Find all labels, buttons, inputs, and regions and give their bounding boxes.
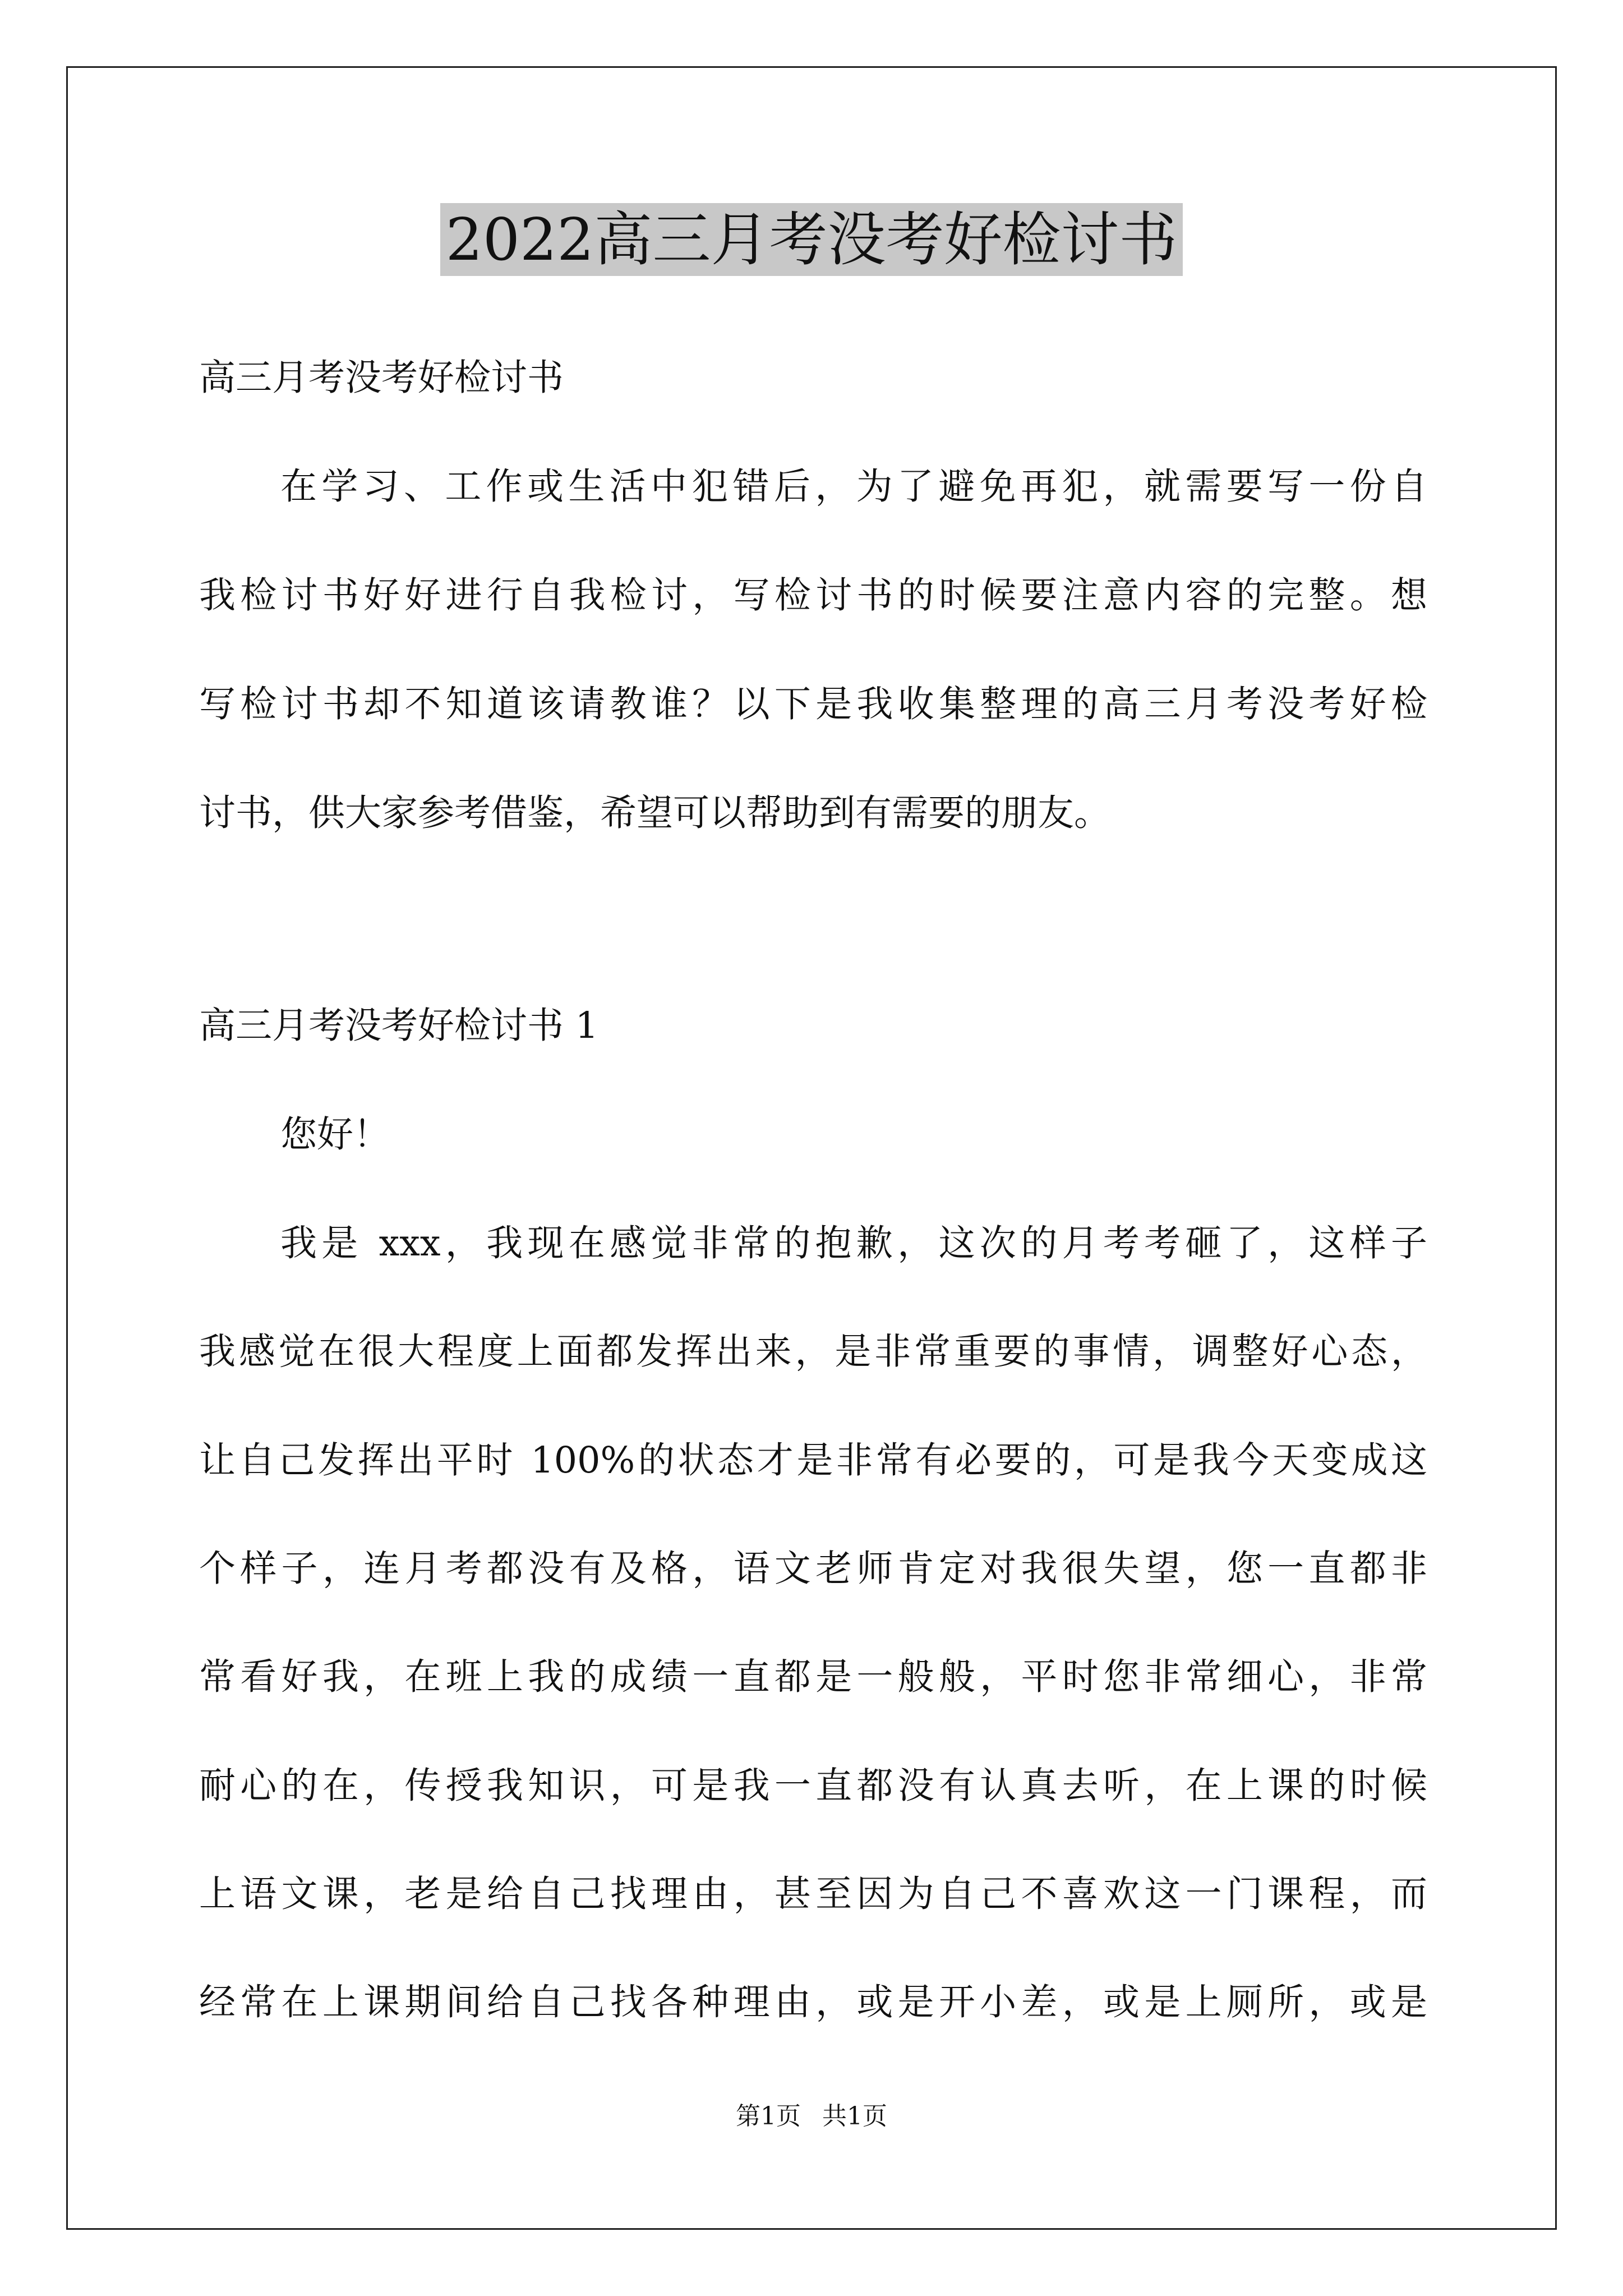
body-line: 我感觉在很大程度上面都发挥出来，是非常重要的事情，调整好心态，: [199, 1331, 1427, 1373]
body-line: 个样子，连月考都没有及格，语文老师肯定对我很失望，您一直都非: [199, 1548, 1427, 1590]
body-line: 让自己发挥出平时 100%的状态才是非常有必要的，可是我今天变成这: [199, 1439, 1427, 1481]
document-title: 2022高三月考没考好检讨书: [440, 203, 1183, 276]
page-number: 第1页: [736, 2102, 801, 2131]
body-line: 耐心的在，传授我知识，可是我一直都没有认真去听，在上课的时候: [199, 1765, 1427, 1807]
page-total: 共1页: [822, 2102, 887, 2131]
body-line: 上语文课，老是给自己找理由，甚至因为自己不喜欢这一门课程，而: [199, 1873, 1427, 1915]
intro-line: 我检讨书好好进行自我检讨，写检讨书的时候要注意内容的完整。想: [199, 574, 1427, 616]
page-footer: [0, 2101, 1623, 2132]
intro-line: 讨书，供大家参考借鉴，希望可以帮助到有需要的朋友。: [199, 792, 1111, 834]
section-heading: 高三月考没考好检讨书 1: [199, 1005, 599, 1047]
subtitle: 高三月考没考好检讨书: [199, 357, 564, 399]
body-line: 常看好我，在班上我的成绩一直都是一般般，平时您非常细心，非常: [199, 1656, 1427, 1698]
body-line: 我是 xxx，我现在感觉非常的抱歉，这次的月考考砸了，这样子: [280, 1222, 1427, 1264]
intro-line: 写检讨书却不知道该请教谁？以下是我收集整理的高三月考没考好检: [199, 683, 1427, 725]
body-line: 经常在上课期间给自己找各种理由，或是开小差，或是上厕所，或是: [199, 1981, 1427, 2023]
greeting: 您好！: [280, 1114, 390, 1156]
title-container: [0, 203, 1623, 276]
intro-line: 在学习、工作或生活中犯错后，为了避免再犯，就需要写一份自: [280, 466, 1427, 508]
